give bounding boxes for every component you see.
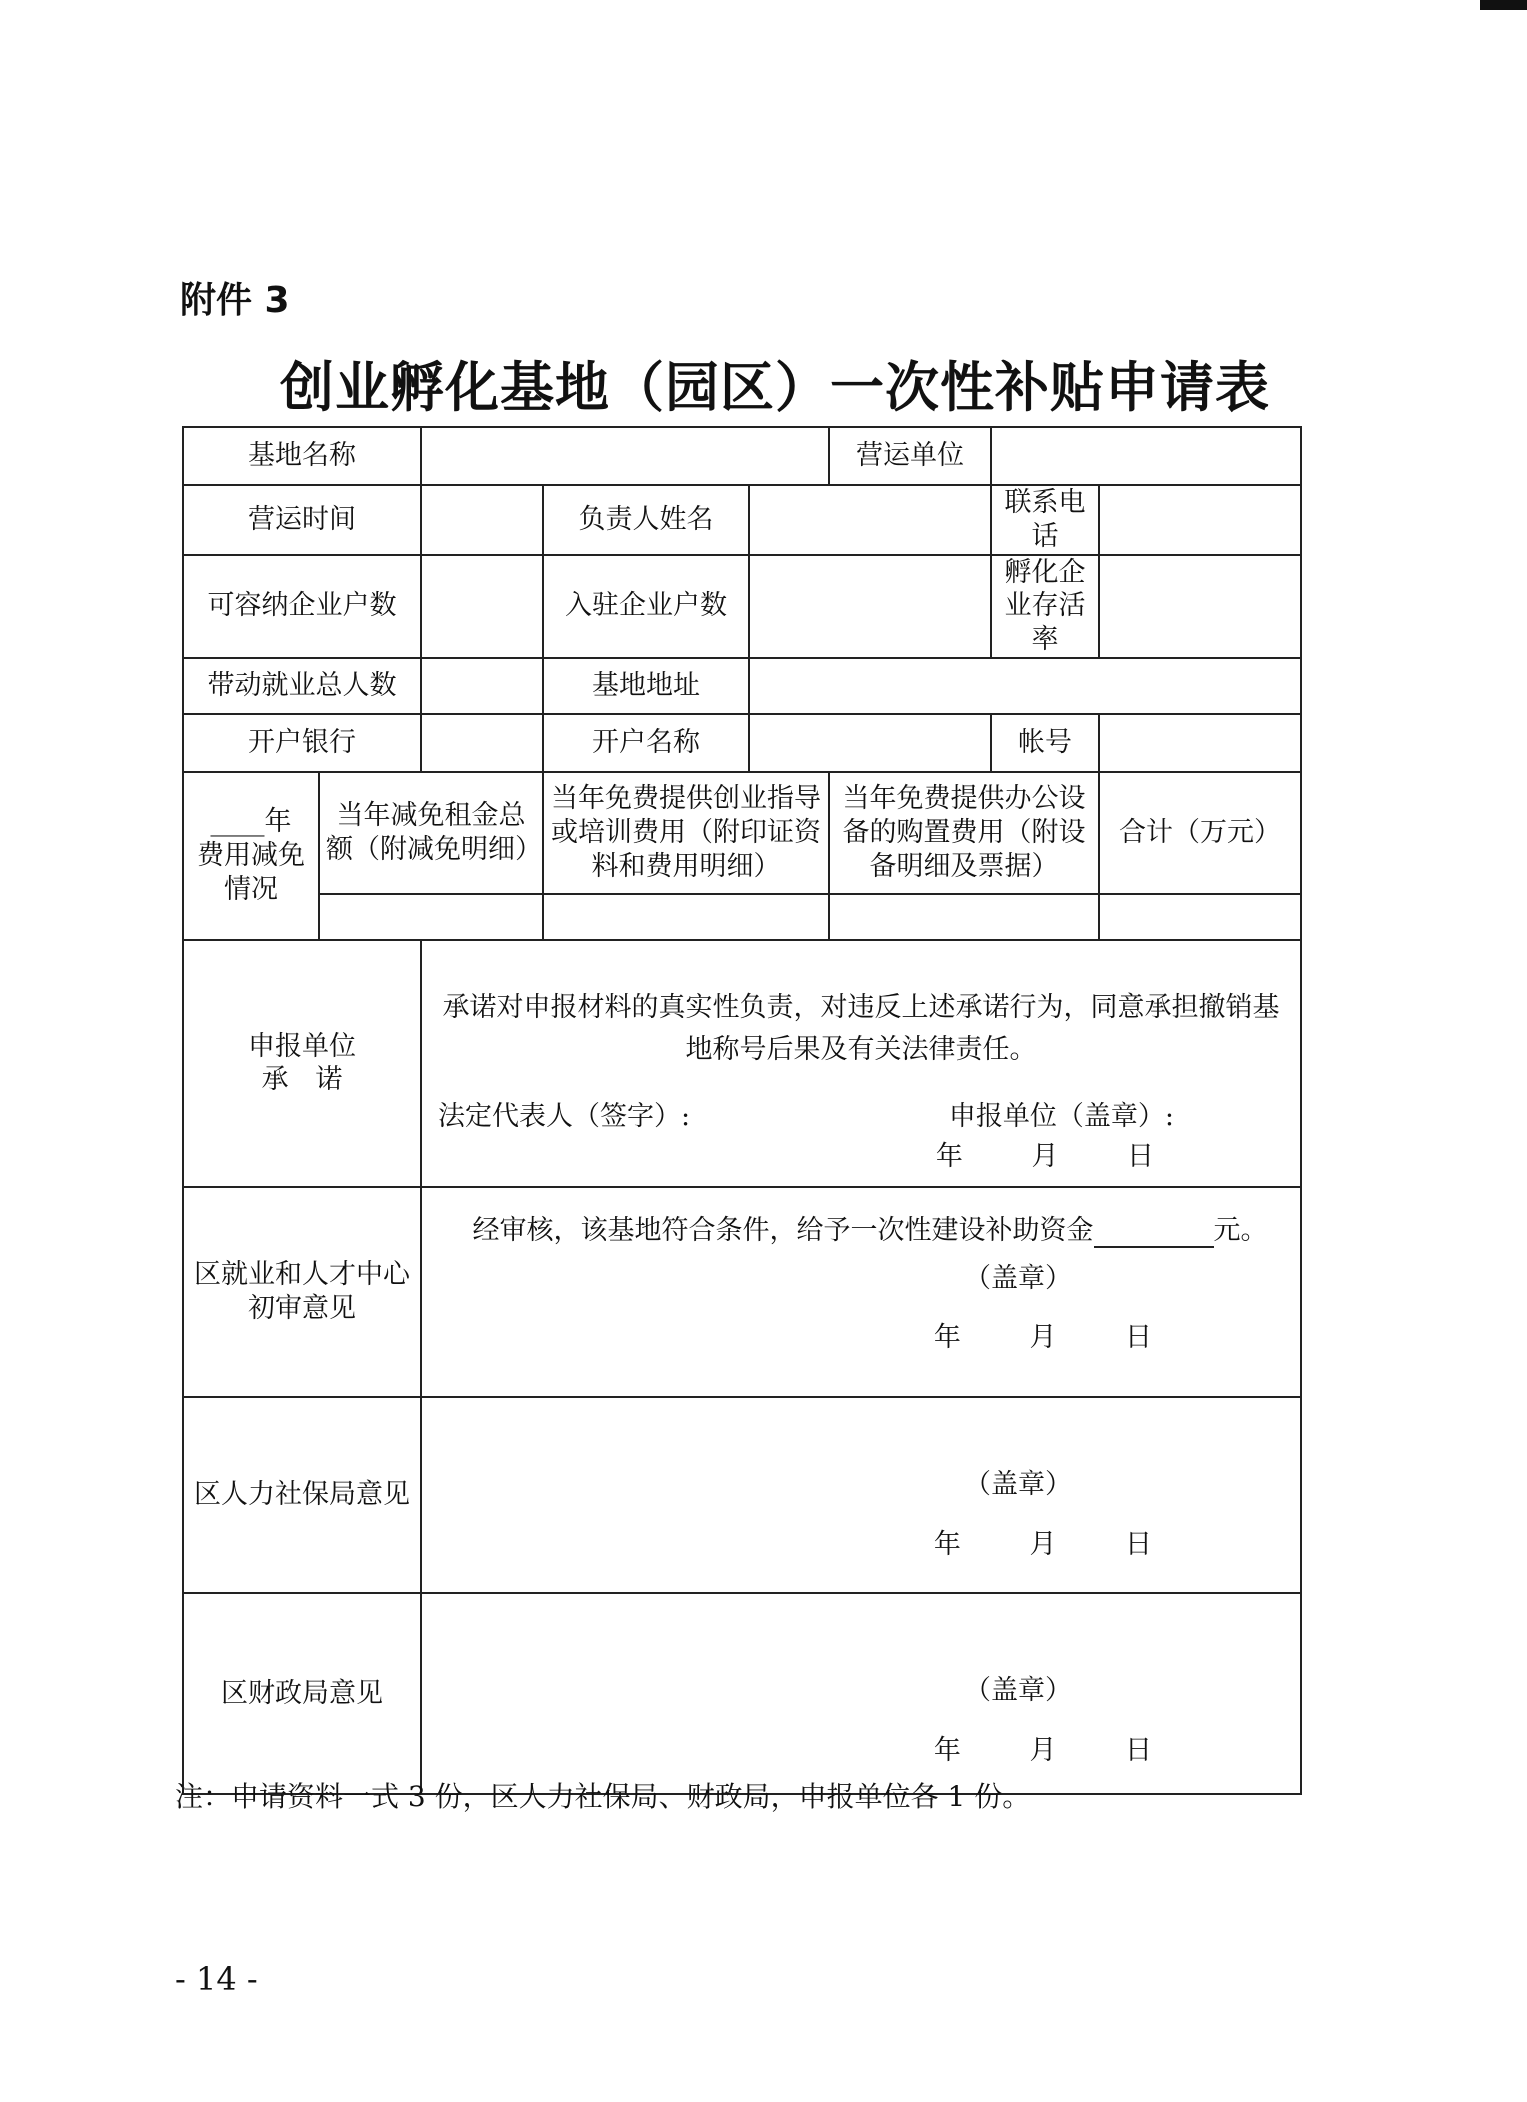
subsidy-amount-field[interactable] bbox=[1094, 1222, 1214, 1248]
pledge-label bbox=[183, 940, 421, 1187]
base-name-field[interactable] bbox=[421, 427, 829, 485]
fee-year-label: ____年 bbox=[210, 806, 292, 838]
account-name-label: 开户名称 bbox=[543, 714, 749, 772]
rent-reduction-field[interactable] bbox=[319, 894, 543, 940]
page-title: 创业孵化基地（园区）一次性补贴申请表 bbox=[280, 356, 1270, 419]
review-center-date bbox=[440, 1321, 1282, 1355]
review-finance-date-year: 年 bbox=[933, 1734, 961, 1766]
review-hr-seal: （盖章） bbox=[964, 1468, 1073, 1500]
fee-reduction-label bbox=[183, 772, 319, 940]
footnote: 注：申请资料一式 3 份，区人力社保局、财政局，申报单位各 1 份。 bbox=[175, 1780, 1031, 1813]
applicant-seal[interactable]: 申报单位（盖章）: bbox=[948, 1101, 1175, 1133]
review-finance-date-month: 月 bbox=[1029, 1734, 1057, 1766]
review-hr-date-year: 年 bbox=[933, 1528, 961, 1560]
survival-rate-label: 孵化企业存活率 bbox=[991, 555, 1099, 658]
employment-field[interactable] bbox=[421, 658, 543, 714]
contact-phone-field[interactable] bbox=[1099, 485, 1301, 555]
pledge-content bbox=[421, 940, 1301, 1187]
operator-label: 营运单位 bbox=[829, 427, 991, 485]
settled-field[interactable] bbox=[749, 555, 991, 658]
total-header: 合计（万元） bbox=[1099, 772, 1301, 894]
review-hr-date-day: 日 bbox=[1125, 1528, 1153, 1560]
operator-field[interactable] bbox=[991, 427, 1301, 485]
review-center-text: 经审核，该基地符合条件，给予一次性建设补助资金 bbox=[472, 1214, 1094, 1246]
legal-rep-signature[interactable]: 法定代表人（签字）: bbox=[438, 1101, 691, 1133]
rent-reduction-header: 当年减免租金总额（附减免明细） bbox=[319, 772, 543, 894]
guidance-fee-header: 当年免费提供创业指导或培训费用（附印证资料和费用明细） bbox=[543, 772, 829, 894]
account-name-field[interactable] bbox=[749, 714, 991, 772]
capacity-label: 可容纳企业户数 bbox=[183, 555, 421, 658]
contact-phone-label: 联系电话 bbox=[991, 485, 1099, 555]
pledge-text: 承诺对申报材料的真实性负责，对违反上述承诺行为，同意承担撤销基地称号后果及有关法律责任。 bbox=[442, 991, 1280, 1065]
review-center-date-year: 年 bbox=[933, 1322, 961, 1354]
address-field[interactable] bbox=[749, 658, 1301, 714]
account-no-field[interactable] bbox=[1099, 714, 1301, 772]
bank-label: 开户银行 bbox=[183, 714, 421, 772]
operation-time-label: 营运时间 bbox=[183, 485, 421, 555]
review-center-content bbox=[421, 1187, 1301, 1397]
application-form bbox=[182, 426, 1302, 1795]
fee-reduction-text: 费用减免情况 bbox=[197, 839, 305, 905]
pledge-signature-line bbox=[438, 1100, 1284, 1134]
review-finance-date-day: 日 bbox=[1125, 1734, 1153, 1766]
capacity-field[interactable] bbox=[421, 555, 543, 658]
pledge-date-day: 日 bbox=[1127, 1141, 1155, 1173]
attachment-label: 附件 3 bbox=[180, 280, 290, 321]
review-finance-seal: （盖章） bbox=[964, 1674, 1073, 1706]
review-hr-content[interactable] bbox=[421, 1397, 1301, 1593]
review-finance-label: 区财政局意见 bbox=[183, 1593, 421, 1795]
person-in-charge-field[interactable] bbox=[749, 485, 991, 555]
guidance-fee-field[interactable] bbox=[543, 894, 829, 940]
employment-label: 带动就业总人数 bbox=[183, 658, 421, 714]
pledge-date-month: 月 bbox=[1031, 1141, 1059, 1173]
review-finance-date bbox=[440, 1734, 1282, 1768]
equipment-fee-field[interactable] bbox=[829, 894, 1099, 940]
page-number: - 14 - bbox=[175, 1960, 258, 1998]
review-center-seal: （盖章） bbox=[964, 1262, 1073, 1294]
settled-label: 入驻企业户数 bbox=[543, 555, 749, 658]
equipment-fee-header: 当年免费提供办公设备的购置费用（附设备明细及票据） bbox=[829, 772, 1099, 894]
review-hr-date-month: 月 bbox=[1029, 1528, 1057, 1560]
pledge-date-year: 年 bbox=[935, 1141, 963, 1173]
review-hr-label: 区人力社保局意见 bbox=[183, 1397, 421, 1593]
pledge-label-line1: 申报单位 bbox=[248, 1030, 356, 1062]
review-hr-date bbox=[440, 1528, 1282, 1562]
review-center-unit: 元。 bbox=[1213, 1214, 1268, 1246]
address-label: 基地地址 bbox=[543, 658, 749, 714]
total-field[interactable] bbox=[1099, 894, 1301, 940]
person-in-charge-label: 负责人姓名 bbox=[543, 485, 749, 555]
base-name-label: 基地名称 bbox=[183, 427, 421, 485]
operation-time-field[interactable] bbox=[421, 485, 543, 555]
pledge-label-line2: 承 诺 bbox=[261, 1064, 343, 1096]
review-finance-content[interactable] bbox=[421, 1593, 1301, 1795]
survival-rate-field[interactable] bbox=[1099, 555, 1301, 658]
account-no-label: 帐号 bbox=[991, 714, 1099, 772]
bank-field[interactable] bbox=[421, 714, 543, 772]
review-center-label: 区就业和人才中心初审意见 bbox=[183, 1187, 421, 1397]
review-center-date-day: 日 bbox=[1125, 1322, 1153, 1354]
pledge-date bbox=[438, 1140, 1284, 1174]
review-center-date-month: 月 bbox=[1029, 1322, 1057, 1354]
scan-corner-mark bbox=[1480, 0, 1527, 10]
